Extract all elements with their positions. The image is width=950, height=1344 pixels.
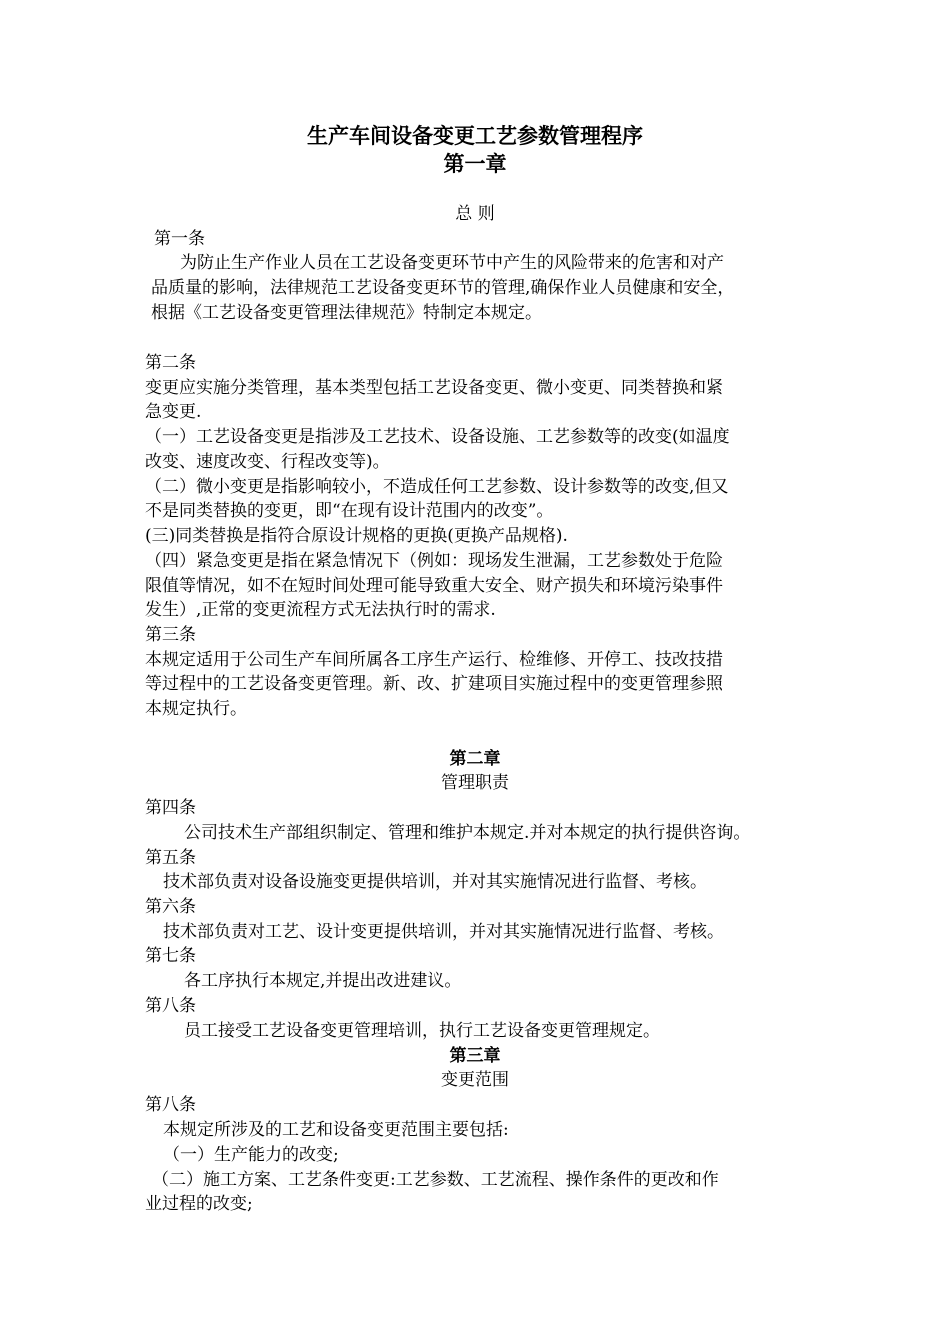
chapter-2-heading: 第二章 bbox=[449, 749, 501, 769]
article-2-line: (三)同类替换是指符合原设计规格的更换(更换产品规格). bbox=[145, 526, 568, 546]
article-8b-line: 业过程的改变; bbox=[145, 1194, 253, 1214]
article-6-label: 第六条 bbox=[145, 897, 196, 917]
article-2-line: （一）工艺设备变更是指涉及工艺技术、设备设施、工艺参数等的改变(如温度 bbox=[145, 427, 730, 447]
article-2-line: （二）微小变更是指影响较小，不造成任何工艺参数、设计参数等的改变,但又 bbox=[145, 477, 729, 497]
article-7-text: 各工序执行本规定,并提出改进建议。 bbox=[184, 971, 462, 991]
article-5-label: 第五条 bbox=[145, 848, 196, 868]
article-8b-label: 第八条 bbox=[145, 1095, 196, 1115]
article-5-text: 技术部负责对设备设施变更提供培训，并对其实施情况进行监督、考核。 bbox=[163, 872, 707, 892]
chapter-1-subtitle: 总 则 bbox=[455, 204, 495, 224]
article-4-label: 第四条 bbox=[145, 798, 196, 818]
article-3-label: 第三条 bbox=[145, 625, 196, 645]
article-8b-line: 本规定所涉及的工艺和设备变更范围主要包括: bbox=[163, 1120, 509, 1140]
article-2-line: 急变更. bbox=[145, 402, 202, 422]
article-1-line: 为防止生产作业人员在工艺设备变更环节中产生的风险带来的危害和对产 bbox=[180, 253, 724, 273]
article-6-text: 技术部负责对工艺、设计变更提供培训，并对其实施情况进行监督、考核。 bbox=[163, 922, 724, 942]
document-title: 生产车间设备变更工艺参数管理程序 bbox=[307, 123, 643, 148]
article-3-line: 本规定适用于公司生产车间所属各工序生产运行、检维修、开停工、技改技措 bbox=[145, 650, 723, 670]
chapter-3-heading: 第三章 bbox=[449, 1046, 501, 1066]
article-8b-line: （二）施工方案、工艺条件变更:工艺参数、工艺流程、操作条件的更改和作 bbox=[152, 1170, 719, 1190]
chapter-2-subtitle: 管理职责 bbox=[441, 773, 509, 793]
article-8-label: 第八条 bbox=[145, 996, 196, 1016]
article-2-line: 变更应实施分类管理，基本类型包括工艺设备变更、微小变更、同类替换和紧 bbox=[145, 378, 723, 398]
article-3-line: 本规定执行。 bbox=[145, 699, 247, 719]
article-1-line: 品质量的影响，法律规范工艺设备变更环节的管理,确保作业人员健康和安全， bbox=[151, 278, 735, 298]
article-7-label: 第七条 bbox=[145, 946, 196, 966]
article-8-text: 员工接受工艺设备变更管理培训，执行工艺设备变更管理规定。 bbox=[184, 1021, 660, 1041]
article-3-line: 等过程中的工艺设备变更管理。新、改、扩建项目实施过程中的变更管理参照 bbox=[145, 674, 723, 694]
article-1-label: 第一条 bbox=[154, 229, 205, 249]
article-8b-line: （一）生产能力的改变; bbox=[163, 1145, 339, 1165]
article-4-text: 公司技术生产部组织制定、管理和维护本规定.并对本规定的执行提供咨询。 bbox=[184, 823, 751, 843]
article-2-line: （四）紧急变更是指在紧急情况下（例如：现场发生泄漏，工艺参数处于危险 bbox=[145, 551, 723, 571]
article-2-label: 第二条 bbox=[145, 353, 196, 373]
article-2-line: 发生）,正常的变更流程方式无法执行时的需求. bbox=[145, 600, 496, 620]
article-2-line: 限值等情况，如不在短时间处理可能导致重大安全、财产损失和环境污染事件 bbox=[145, 576, 723, 596]
article-2-line: 改变、速度改变、行程改变等)。 bbox=[145, 452, 390, 472]
article-1-line: 根据《工艺设备变更管理法律规范》特制定本规定。 bbox=[151, 303, 542, 323]
chapter-1-heading: 第一章 bbox=[443, 151, 507, 176]
chapter-3-subtitle: 变更范围 bbox=[441, 1070, 509, 1090]
article-2-line: 不是同类替换的变更，即“在现有设计范围内的改变”。 bbox=[145, 501, 554, 521]
